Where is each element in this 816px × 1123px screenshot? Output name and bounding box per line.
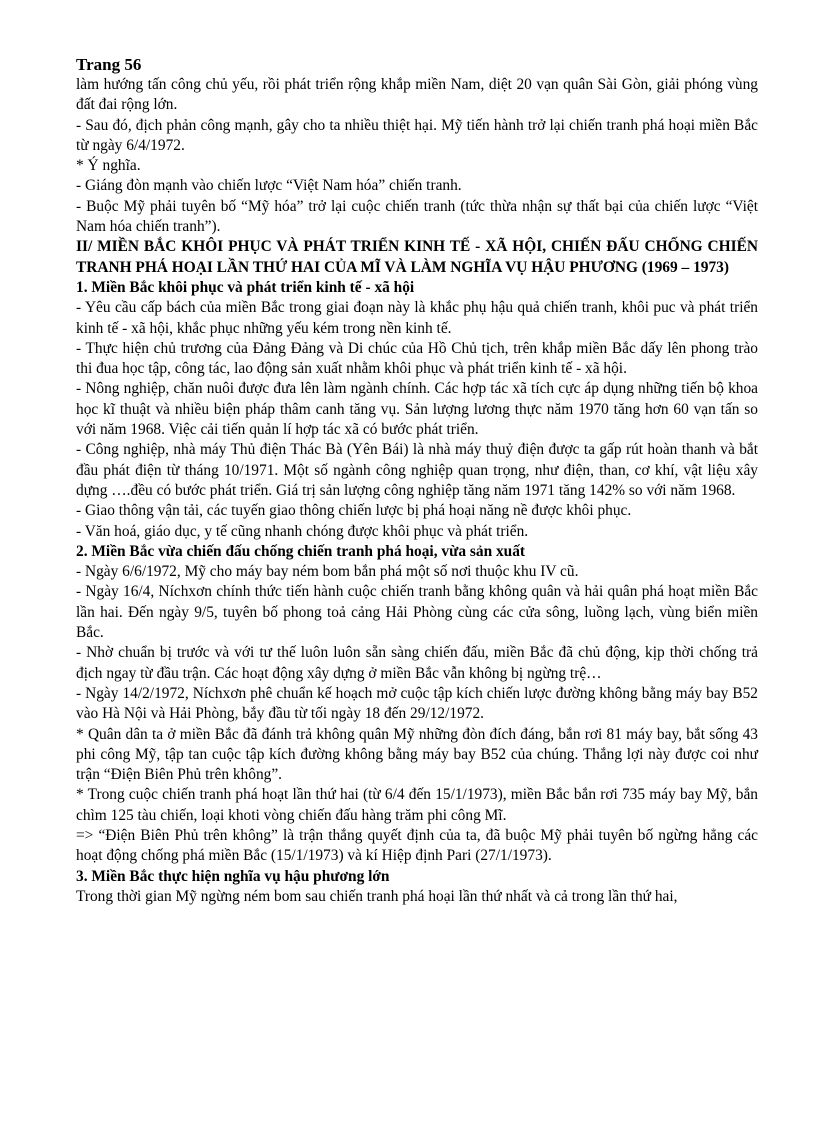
- sub1-paragraph-4: - Công nghiệp, nhà máy Thủ điện Thác Bà (Yên Bái) là nhà máy thuỷ điện được ta gấp rút hoàn thanh và bắt đầu phát điện từ tháng 10/1971. Một số ngành công nghiệp quan trọng, như điện, than, cơ khí, vật liệu xây dựng ….đều có bước phát triển. Giá trị sản lượng công nghiệp tăng năm 1971 tăng 142% so với năm 1968.: [76, 441, 758, 499]
- sub2-paragraph-6: * Trong cuộc chiến tranh phá hoạt lần thứ hai (từ 6/4 đến 15/1/1973), miền Bắc bắn rơi 735 máy bay Mỹ, bắn chìm 125 tàu chiến, loại khoti vòng chiến đấu hàng trăm phi công Mĩ.: [76, 786, 758, 824]
- sub2-paragraph-5: * Quân dân ta ở miền Bắc đã đánh trả không quân Mỹ những đòn đích đáng, bắn rơi 81 máy bay, bắt sống 43 phi công Mỹ, tập tan cuộc tập kích đường không bằng máy bay B52 của chúng. Thắng lợi này được coi như trận “Điện Biên Phủ trên không”.: [76, 725, 758, 784]
- sub3-heading: 3. Miền Bắc thực hiện nghĩa vụ hậu phương lớn: [76, 867, 390, 885]
- sub1-paragraph-2: - Thực hiện chủ trương của Đảng Đảng và Di chúc của Hồ Chủ tịch, trên khắp miền Bắc dấy lên phong trào thi đua học tập, công tác, lao động sản xuất nhằm khôi phục và phát triển kinh tế - xã hội.: [76, 339, 758, 378]
- intro-meaning-label: * Ý nghĩa.: [76, 157, 141, 175]
- sub3-paragraph-1: Trong thời gian Mỹ ngừng ném bom sau chiến tranh phá hoại lần thứ nhất và cả trong lần thứ hai,: [76, 887, 678, 905]
- sub1-heading: 1. Miền Bắc khôi phục và phát triển kinh tế - xã hội: [76, 278, 415, 296]
- sub1-paragraph-3: - Nông nghiệp, chăn nuôi được đưa lên làm ngành chính. Các hợp tác xã tích cực áp dụng những tiến bộ khoa học kĩ thuật và nhiều biện pháp thâm canh tăng vụ. Sản lượng lương thực năm 1970 tăng hơn 60 vạn tấn so với năm 1968. Việc cải tiến quản lí hợp tác xã có bước phát triển.: [76, 380, 758, 439]
- sub2-paragraph-1: - Ngày 6/6/1972, Mỹ cho máy bay ném bom bắn phá một số nơi thuộc khu IV cũ.: [76, 563, 579, 581]
- sub2-paragraph-4: - Ngày 14/2/1972, Níchxơn phê chuẩn kế hoạch mở cuộc tập kích chiến lược đường không bằng máy bay B52 vào Hà Nội và Hải Phòng, bắy đầu từ tối ngày 18 đến 29/12/1972.: [76, 684, 758, 723]
- sub2-heading: 2. Miền Bắc vừa chiến đấu chống chiến tranh phá hoại, vừa sản xuất: [76, 542, 526, 560]
- page-label: Trang 56: [76, 55, 142, 74]
- sub2-paragraph-7: => “Điện Biên Phủ trên không” là trận thắng quyết định của ta, đã buộc Mỹ phải tuyên bố ngừng hẳng các hoạt động chống phá miền Bắc (15/1/1973) và kí Hiệp định Pari (27/1/1973).: [76, 826, 758, 865]
- sub1-paragraph-5: - Giao thông vận tải, các tuyến giao thông chiến lược bị phá hoại năng nề được khôi phục.: [76, 502, 632, 520]
- sub2-paragraph-2: - Ngày 16/4, Níchxơn chính thức tiến hành cuộc chiến tranh bằng không quân và hải quân phá hoạt miền Bắc lần hai. Đến ngày 9/5, tuyên bố phong toả cảng Hải Phòng cùng các cửa sông, luồng lạch, vùng biển miền Bắc.: [76, 583, 758, 642]
- intro-paragraph-4: - Buộc Mỹ phải tuyên bố “Mỹ hóa” trở lại cuộc chiến tranh (tức thừa nhận sự thất bại của chiến lược “Việt Nam hóa chiến tranh”).: [76, 197, 758, 236]
- sub2-paragraph-3: - Nhờ chuẩn bị trước và với tư thế luôn luôn sẵn sàng chiến đấu, miền Bắc đã chủ động, kịp thời chống trả địch ngay từ đầu trận. Các hoạt động xây dựng ở miền Bắc vẫn không bị ngừng trệ…: [76, 644, 758, 682]
- intro-paragraph-2: - Sau đó, địch phản công mạnh, gây cho ta nhiều thiệt hại. Mỹ tiến hành trở lại chiến tranh phá hoại miền Bắc từ ngày 6/4/1972.: [76, 116, 758, 154]
- document-page: [76, 55, 758, 907]
- sub1-paragraph-1: - Yêu cầu cấp bách của miền Bắc trong giai đoạn này là khắc phụ hậu quả chiến tranh, khôi puc và phát triển kinh tế - xã hội, khắc phục những yếu kém trong nền kinh tế.: [76, 299, 758, 337]
- intro-paragraph-1: làm hướng tấn công chủ yếu, rồi phát triển rộng khắp miền Nam, diệt 20 vạn quân Sài Gòn, giải phóng vùng đất đai rộng lớn.: [76, 76, 758, 114]
- sub1-paragraph-6: - Văn hoá, giáo dục, y tế cũng nhanh chóng được khôi phục và phát triển.: [76, 522, 529, 540]
- section-heading: II/ MIỀN BẮC KHÔI PHỤC VÀ PHÁT TRIỂN KINH TẾ - XÃ HỘI, CHIẾN ĐẤU CHỐNG CHIẾN TRANH PHÁ HOẠI LẦN THỨ HAI CỦA MĨ VÀ LÀM NGHĨA VỤ HẬU PHƯƠNG (1969 – 1973): [76, 238, 758, 276]
- intro-paragraph-3: - Giáng đòn mạnh vào chiến lược “Việt Nam hóa” chiến tranh.: [76, 177, 462, 195]
